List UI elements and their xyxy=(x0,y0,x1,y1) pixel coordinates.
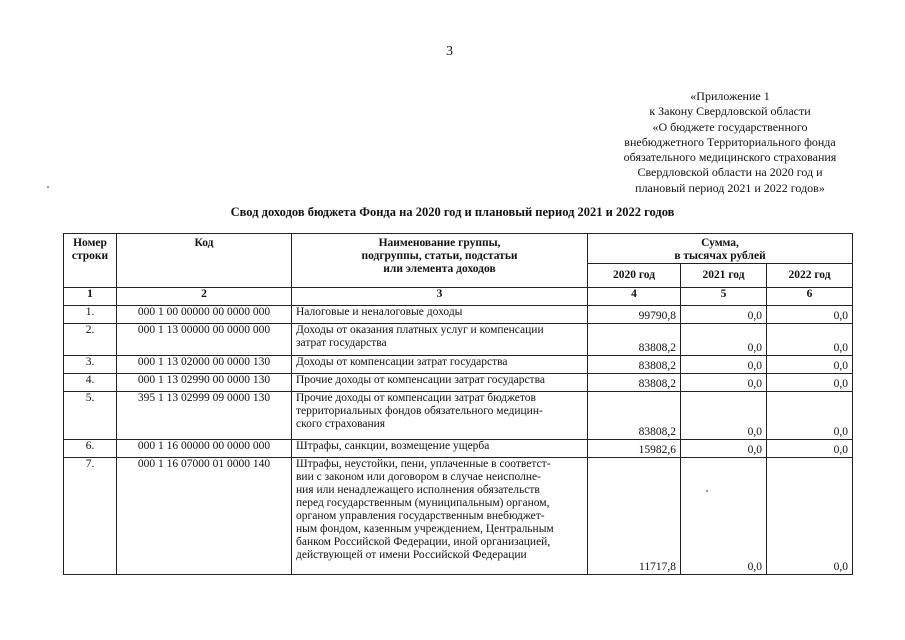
row-value-2022: 0,0 xyxy=(767,440,853,458)
table-row xyxy=(64,324,853,356)
row-value-2020: 83808,2 xyxy=(588,392,681,440)
scan-speck xyxy=(47,186,49,188)
row-value-2022: 0,0 xyxy=(767,356,853,374)
row-name: Налоговые и неналоговые доходы xyxy=(292,306,588,324)
row-code: 395 1 13 02999 09 0000 130 xyxy=(117,392,292,440)
row-code: 000 1 00 00000 00 0000 000 xyxy=(117,306,292,324)
row-code: 000 1 16 00000 00 0000 000 xyxy=(117,440,292,458)
row-number: 2. xyxy=(64,324,117,356)
row-value-2022: 0,0 xyxy=(767,458,853,575)
table-row xyxy=(64,356,853,374)
row-name: Штрафы, санкции, возмещение ущерба xyxy=(292,440,588,458)
header-sum: Сумма, в тысячах рублей xyxy=(588,234,853,264)
row-value-2020: 83808,2 xyxy=(588,324,681,356)
column-number: 5 xyxy=(681,288,767,306)
row-number: 1. xyxy=(64,306,117,324)
row-code: 000 1 13 02000 00 0000 130 xyxy=(117,356,292,374)
row-value-2022: 0,0 xyxy=(767,392,853,440)
row-value-2020: 11717,8 xyxy=(588,458,681,575)
row-value-2020: 83808,2 xyxy=(588,356,681,374)
header-year-2021: 2021 год xyxy=(681,264,767,288)
header-row-number: Номер строки xyxy=(64,234,117,288)
column-number: 3 xyxy=(292,288,588,306)
row-value-2021: 0,0 xyxy=(681,392,767,440)
row-number: 5. xyxy=(64,392,117,440)
header-year-2022: 2022 год xyxy=(767,264,853,288)
row-value-2021: 0,0 xyxy=(681,356,767,374)
row-number: 6. xyxy=(64,440,117,458)
row-name: Прочие доходы от компенсации затрат бюджетов территориальных фондов обязательного медицин- ского страхования xyxy=(292,392,588,440)
row-value-2022: 0,0 xyxy=(767,374,853,392)
page-number: 3 xyxy=(446,44,453,59)
appendix-line: к Закону Свердловской области xyxy=(649,104,811,119)
table-row xyxy=(64,374,853,392)
appendix-line: «О бюджете государственного xyxy=(652,119,808,134)
row-code: 000 1 13 00000 00 0000 000 xyxy=(117,324,292,356)
appendix-header xyxy=(600,89,860,196)
row-number: 4. xyxy=(64,374,117,392)
header-code: Код xyxy=(117,234,292,288)
column-number: 4 xyxy=(588,288,681,306)
row-value-2021: 0,0 xyxy=(681,458,767,575)
appendix-line: плановый период 2021 и 2022 годов» xyxy=(635,180,825,195)
appendix-line: обязательного медицинского страхования xyxy=(623,150,837,165)
table-header xyxy=(64,234,853,306)
row-value-2022: 0,0 xyxy=(767,324,853,356)
row-value-2020: 15982,6 xyxy=(588,440,681,458)
income-table xyxy=(63,233,853,575)
row-value-2022: 0,0 xyxy=(767,306,853,324)
row-value-2021: 0,0 xyxy=(681,306,767,324)
table-body xyxy=(64,306,853,575)
header-name: Наименование группы, подгруппы, статьи, подстатьи или элемента доходов xyxy=(292,234,588,288)
appendix-line: Свердловской области на 2020 год и xyxy=(637,165,823,180)
row-value-2020: 83808,2 xyxy=(588,374,681,392)
row-name: Прочие доходы от компенсации затрат государства xyxy=(292,374,588,392)
row-code: 000 1 13 02990 00 0000 130 xyxy=(117,374,292,392)
row-name: Штрафы, неустойки, пени, уплаченные в соответст- вии с законом или договором в случае неисполне- ния или ненадлежащего исполнения обязательств перед государственным (муниципальным) органом, органом управления государственным внебюджет- ным фондом, казенным учреждением, Центральным банком Российской Федерации, иной организацией, действующей от имени Российской Федерации xyxy=(292,458,588,575)
row-number: 3. xyxy=(64,356,117,374)
row-value-2021: 0,0 xyxy=(681,440,767,458)
table-row xyxy=(64,392,853,440)
column-number: 1 xyxy=(64,288,117,306)
row-name: Доходы от компенсации затрат государства xyxy=(292,356,588,374)
column-number: 2 xyxy=(117,288,292,306)
row-number: 7. xyxy=(64,458,117,575)
row-value-2021: 0,0 xyxy=(681,374,767,392)
row-code: 000 1 16 07000 01 0000 140 xyxy=(117,458,292,575)
row-name: Доходы от оказания платных услуг и компенсации затрат государства xyxy=(292,324,588,356)
row-value-2021: 0,0 xyxy=(681,324,767,356)
appendix-line: внебюджетного Территориального фонда xyxy=(624,134,836,149)
table-row xyxy=(64,440,853,458)
document-title: Свод доходов бюджета Фонда на 2020 год и плановый период 2021 и 2022 годов xyxy=(230,205,675,219)
appendix-line: «Приложение 1 xyxy=(690,89,770,103)
column-number: 6 xyxy=(767,288,853,306)
row-value-2020: 99790,8 xyxy=(588,306,681,324)
table-row xyxy=(64,458,853,575)
header-year-2020: 2020 год xyxy=(588,264,681,288)
table-row xyxy=(64,306,853,324)
